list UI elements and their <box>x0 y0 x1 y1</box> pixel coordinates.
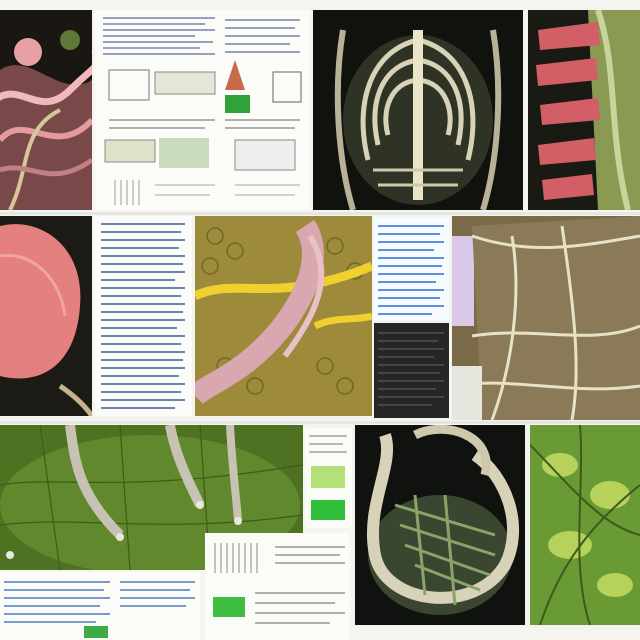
dark-notes-panel <box>374 323 449 418</box>
muscle-icon <box>528 10 640 210</box>
document-icon <box>374 218 449 320</box>
scanned-diagram-document <box>95 10 310 210</box>
leaf-icon <box>530 425 640 625</box>
bone-icon <box>355 425 525 625</box>
red-muscle-strips <box>528 10 640 210</box>
olive-web-membrane <box>452 216 640 420</box>
pink-lung-tissue <box>0 216 92 416</box>
document-icon <box>95 216 192 416</box>
document-icon <box>374 323 449 418</box>
row-divider <box>0 212 640 215</box>
document-icon <box>305 428 352 528</box>
green-leaf-vein-texture <box>530 425 640 625</box>
lung-icon <box>0 216 92 416</box>
vessel-icon <box>195 216 372 416</box>
document-icon <box>205 533 350 640</box>
bottom-text-strip <box>0 572 200 640</box>
tissue-icon <box>0 10 92 210</box>
pink-fiber-tangle <box>0 10 92 210</box>
membrane-icon <box>452 216 640 420</box>
vascular-cell-network <box>195 216 372 416</box>
dense-text-page <box>95 216 192 416</box>
row-divider <box>0 421 640 424</box>
blue-text-sheet <box>374 218 449 320</box>
document-icon <box>95 10 310 210</box>
bottom-diagram-sheet <box>205 533 350 640</box>
skeletal-hand-organ <box>355 425 525 625</box>
green-chart-sheet <box>305 428 352 528</box>
document-icon <box>0 572 200 640</box>
skeletal-ribcage-xray <box>313 10 523 210</box>
ribcage-icon <box>313 10 523 210</box>
